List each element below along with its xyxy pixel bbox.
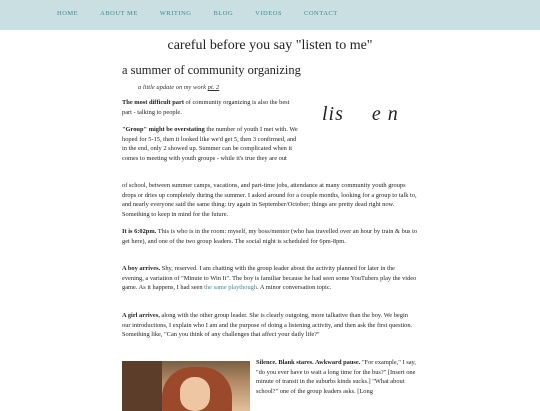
paragraph-2-continued: [122, 181, 418, 219]
paragraph-2-visible-b: of school, between summer camps, vacations, and part-time jobs, attendance at many community youth groups drops or dries up completely during the summer. I asked around for a couple months, looking for a group to talk to, and nearly everyone said the same thing: try again in September/October; things are pretty dead right now. Something to keep in mind for the future.: [122, 182, 417, 218]
paragraph-6-lead: Silence. Blank stares. Awkward pause.: [256, 359, 361, 366]
post-update-note: [138, 84, 219, 91]
paragraph-3-lead: It is 6:02pm.: [122, 228, 157, 235]
paragraph-2-lead-visible: "Group" might be overstating: [122, 126, 205, 133]
listen-logo-graphic: [322, 103, 399, 126]
article-photo: [122, 361, 250, 411]
nav-writing-link[interactable]: WRITING: [159, 10, 192, 17]
paragraph-2-visible-a: the number of youth I met with. We hoped for 5-15, then it looked like we'd get 5, then 3 confirmed, and in the end, only 2 showed up. Summer can be complicated when it comes to meeting with youth groups - while it's true they are out: [122, 126, 298, 162]
paragraph-4-text-b: . A minor conversation topic.: [257, 284, 332, 291]
listen-logo-left: lis: [322, 103, 344, 125]
paragraph-3-text: This is who is in the room: myself, my boss/mentor (who has travelled over an hour by train & bus to get here), and one of the two group leaders. The social night is scheduled for 6pm-8pm.: [122, 228, 418, 245]
paragraph-4-text-a: Shy, reserved. I am chatting with the group leader about the activity planned for later in the evening, a variation of "Minute to Win It". The boy is familiar because he had seen some YouTubers play the video game. As it happens, I had seen: [122, 265, 417, 291]
listen-logo-right: e n: [371, 103, 399, 125]
post-update-prefix: a little update on my work: [138, 84, 207, 91]
nav-list: [57, 10, 360, 17]
paragraph-5: [122, 311, 418, 340]
paragraph-1-lead: The most difficult part: [122, 99, 184, 106]
paragraph-4-lead: A boy arrives.: [122, 265, 161, 272]
paragraph-3: [122, 227, 418, 246]
post-update-link[interactable]: pt. 2: [207, 84, 220, 91]
nav-contact-link[interactable]: CONTACT: [304, 10, 338, 17]
paragraph-4: [122, 264, 418, 293]
top-navigation-bar: [0, 0, 540, 30]
nav-blog-link[interactable]: BLOG: [213, 10, 234, 17]
post-title: a summer of community organizing: [122, 63, 301, 77]
paragraph-5-lead: A girl arrives,: [122, 312, 160, 319]
paragraph-6-text: "For example," I say, "do you ever have to wait a long time for the bus?" [Insert one minute of transit in the suburbs kinds sucks.] "What about school?" one of the group leaders asks. [Long: [256, 359, 416, 395]
paragraph-1-text: of community organizing is also the best part - talking to people.: [122, 99, 290, 116]
paragraph-5-text: along with the other group leader. She is clearly outgoing, more talkative than the boy. We begin our introductions, I explain who I am and the purpose of doing a listening activity, and then ask the first question. Something like, "Can you think of any challenges that affect your daily life?": [122, 312, 413, 338]
paragraph-6: [256, 358, 418, 396]
paragraph-2-column: [122, 125, 300, 163]
nav-home-link[interactable]: HOME: [57, 10, 79, 17]
site-title: careful before you say "listen to me": [167, 38, 373, 53]
playthrough-link[interactable]: the same playthough: [204, 284, 258, 291]
nav-about-me-link[interactable]: ABOUT ME: [100, 10, 138, 17]
nav-videos-link[interactable]: VIDEOS: [255, 10, 283, 17]
paragraph-1: [122, 98, 294, 117]
